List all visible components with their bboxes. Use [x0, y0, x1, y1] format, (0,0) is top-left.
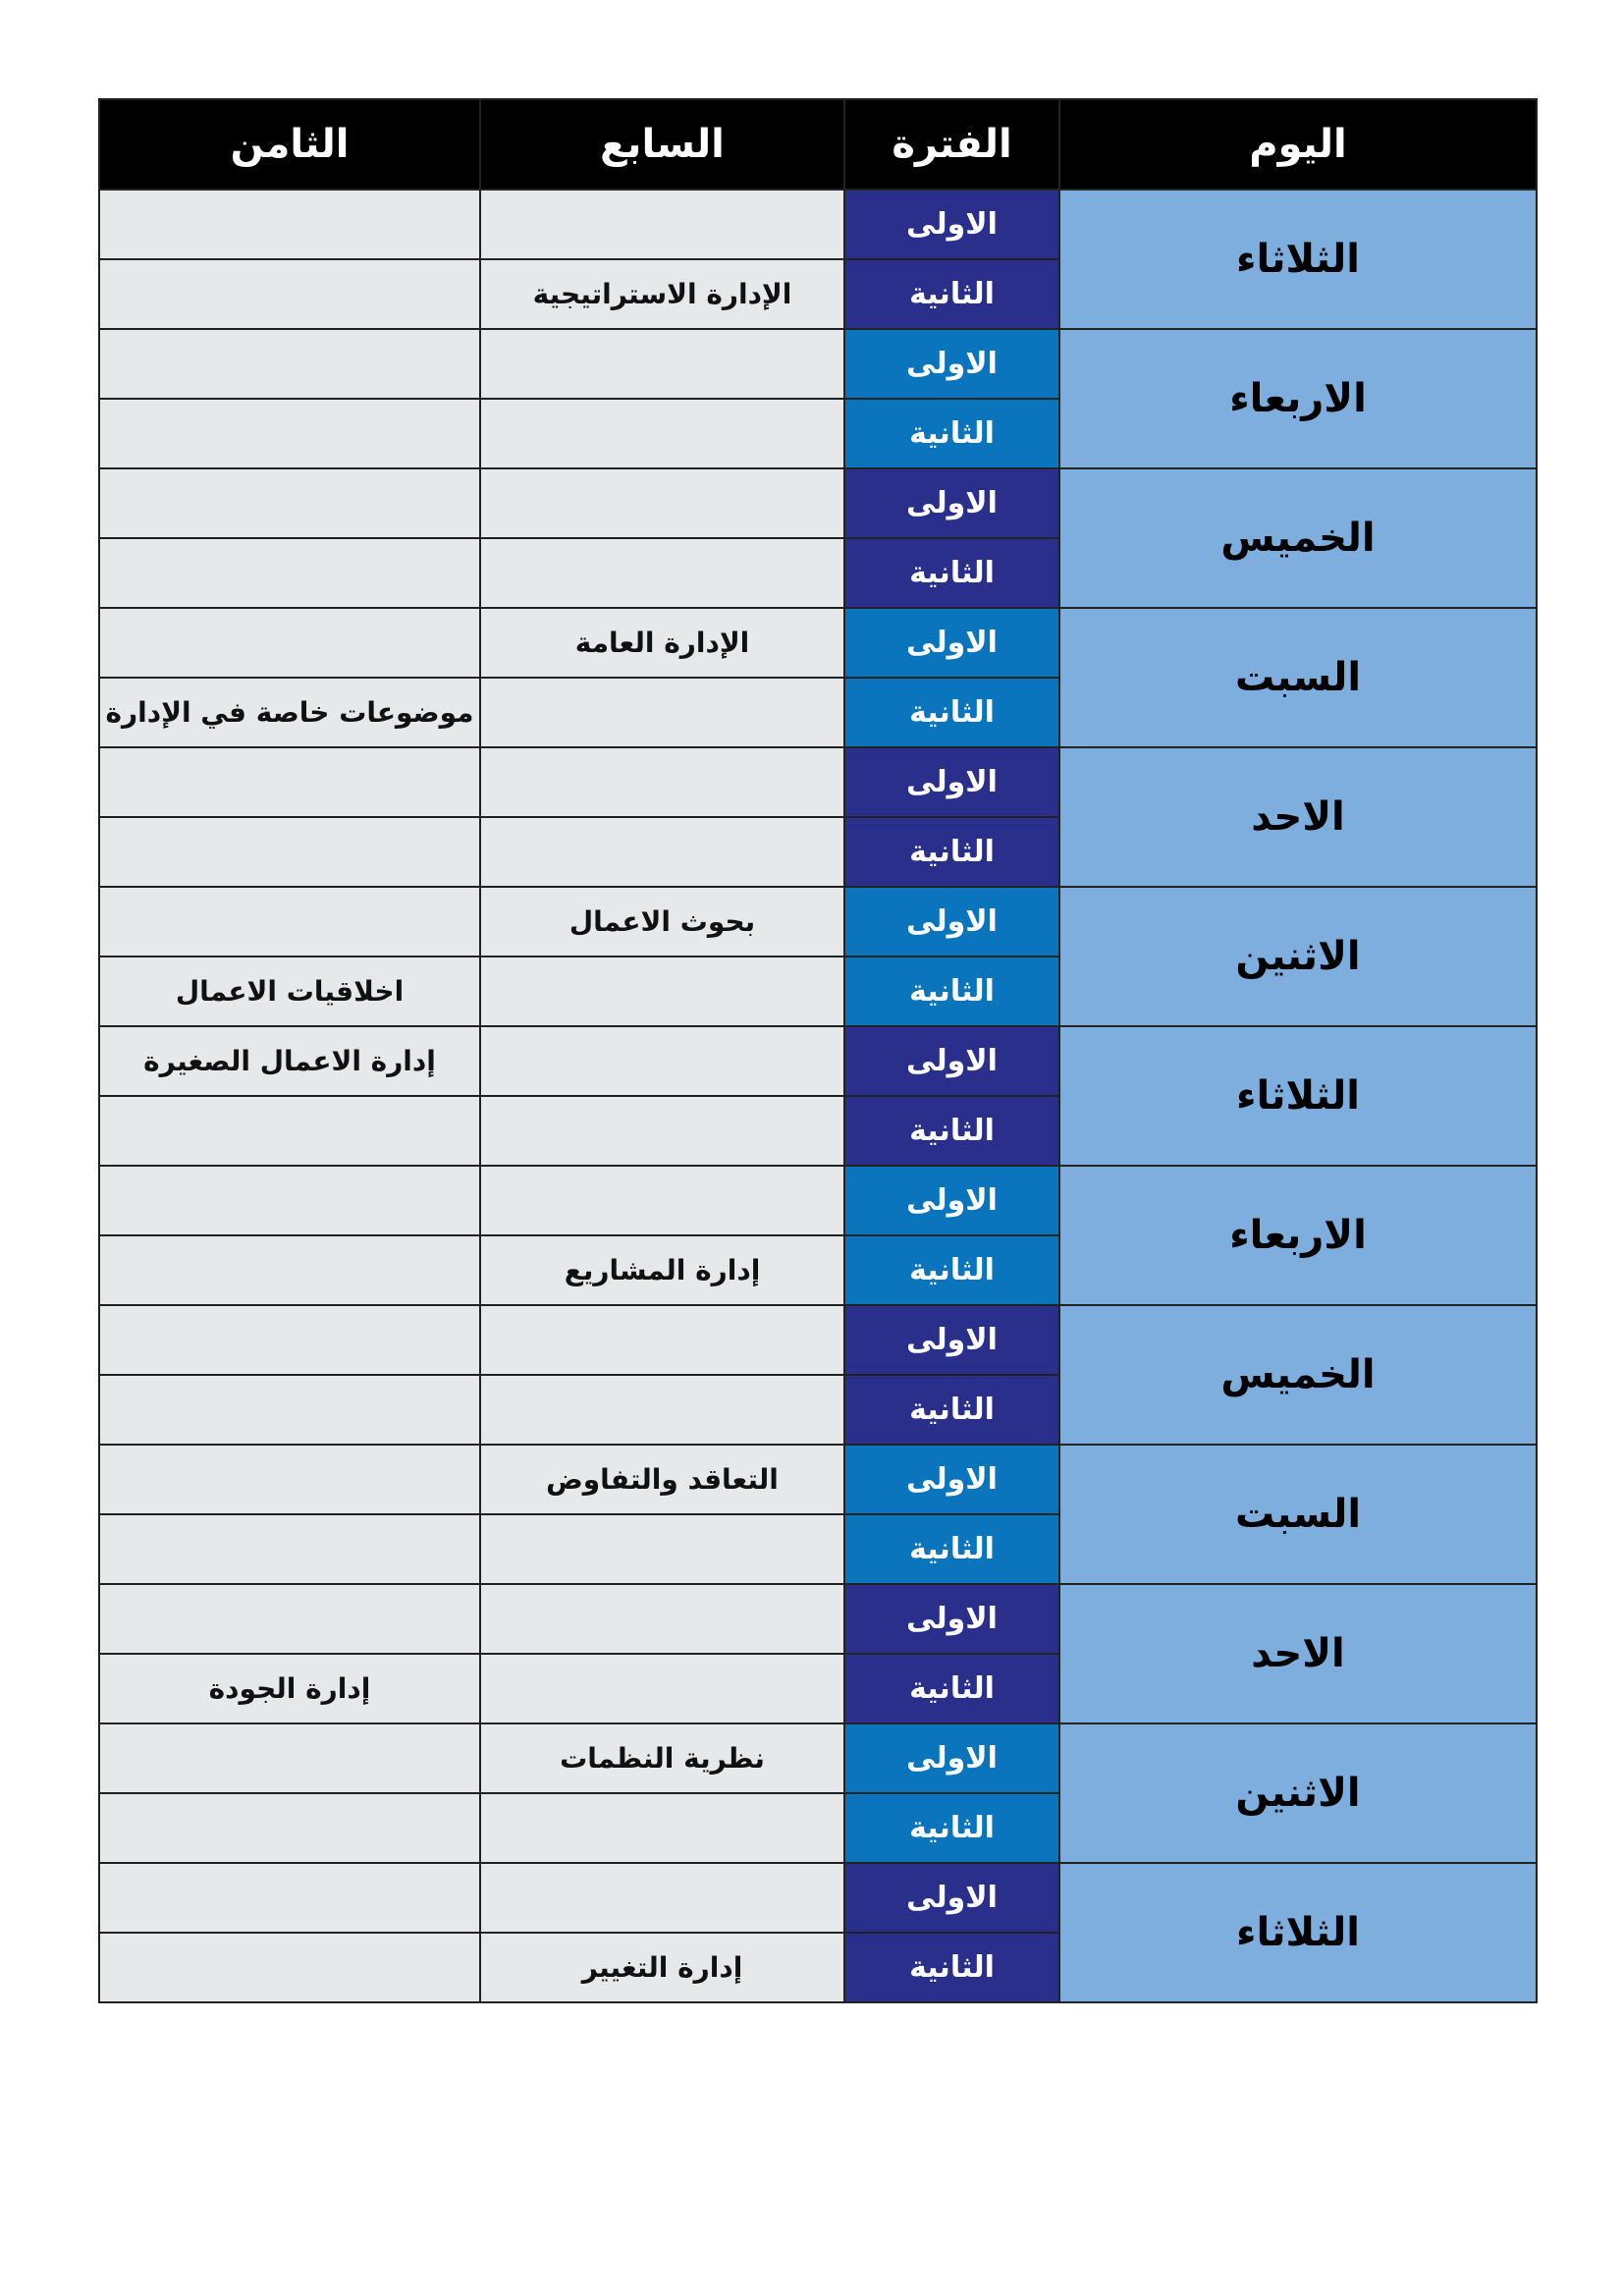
eighth-course-cell: [99, 1235, 480, 1305]
seventh-course-cell: [480, 957, 844, 1026]
schedule-table: [98, 98, 1538, 2003]
eighth-course-cell: [99, 1445, 480, 1514]
day-cell: الخميس: [1059, 1305, 1537, 1445]
eighth-course-cell: [99, 329, 480, 399]
period-cell: الاولى: [844, 329, 1059, 399]
schedule-row: [99, 747, 1537, 817]
eighth-course-cell: [99, 817, 480, 887]
period-cell: الثانية: [844, 399, 1059, 468]
period-cell: الاولى: [844, 747, 1059, 817]
day-cell: الاربعاء: [1059, 329, 1537, 468]
seventh-course-cell: [480, 678, 844, 747]
header-eighth: الثامن: [99, 99, 480, 190]
eighth-course-cell: [99, 399, 480, 468]
schedule-row: [99, 1445, 1537, 1514]
eighth-course-cell: [99, 1166, 480, 1235]
schedule-row: [99, 1723, 1537, 1793]
eighth-course-cell: [99, 468, 480, 538]
period-cell: الاولى: [844, 1305, 1059, 1375]
seventh-course-cell: [480, 1096, 844, 1166]
eighth-course-cell: [99, 190, 480, 259]
seventh-course-cell: [480, 468, 844, 538]
period-cell: الثانية: [844, 1375, 1059, 1445]
seventh-course-cell: [480, 1584, 844, 1654]
seventh-course-cell: [480, 329, 844, 399]
eighth-course-cell: [99, 1584, 480, 1654]
seventh-course-cell: [480, 1793, 844, 1863]
period-cell: الاولى: [844, 1166, 1059, 1235]
day-cell: الثلاثاء: [1059, 190, 1537, 329]
seventh-course-cell: [480, 190, 844, 259]
schedule-row: [99, 329, 1537, 399]
eighth-course-cell: [99, 538, 480, 608]
day-cell: الاحد: [1059, 1584, 1537, 1723]
schedule-row: [99, 1026, 1537, 1096]
seventh-course-cell: إدارة المشاريع: [480, 1235, 844, 1305]
eighth-course-cell: [99, 259, 480, 329]
period-cell: الثانية: [844, 1514, 1059, 1584]
period-cell: الاولى: [844, 1863, 1059, 1933]
period-cell: الاولى: [844, 887, 1059, 957]
period-cell: الثانية: [844, 1235, 1059, 1305]
eighth-course-cell: [99, 1305, 480, 1375]
period-cell: الاولى: [844, 1026, 1059, 1096]
seventh-course-cell: [480, 538, 844, 608]
header-period: الفترة: [844, 99, 1059, 190]
day-cell: الاربعاء: [1059, 1166, 1537, 1305]
seventh-course-cell: بحوث الاعمال: [480, 887, 844, 957]
day-cell: السبت: [1059, 608, 1537, 747]
period-cell: الثانية: [844, 538, 1059, 608]
seventh-course-cell: [480, 1026, 844, 1096]
eighth-course-cell: [99, 887, 480, 957]
eighth-course-cell: [99, 1514, 480, 1584]
period-cell: الثانية: [844, 1793, 1059, 1863]
eighth-course-cell: [99, 608, 480, 678]
schedule-row: [99, 1863, 1537, 1933]
schedule-row: [99, 1584, 1537, 1654]
seventh-course-cell: [480, 1305, 844, 1375]
eighth-course-cell: [99, 1793, 480, 1863]
seventh-course-cell: التعاقد والتفاوض: [480, 1445, 844, 1514]
seventh-course-cell: [480, 1863, 844, 1933]
seventh-course-cell: الإدارة الاستراتيجية: [480, 259, 844, 329]
period-cell: الاولى: [844, 1445, 1059, 1514]
schedule-row: [99, 1305, 1537, 1375]
eighth-course-cell: [99, 747, 480, 817]
eighth-course-cell: إدارة الجودة: [99, 1654, 480, 1723]
header-row: [99, 99, 1537, 190]
schedule-body: [99, 190, 1537, 2002]
period-cell: الاولى: [844, 1723, 1059, 1793]
period-cell: الاولى: [844, 608, 1059, 678]
header-day: اليوم: [1059, 99, 1537, 190]
eighth-course-cell: [99, 1375, 480, 1445]
day-cell: الخميس: [1059, 468, 1537, 608]
eighth-course-cell: [99, 1096, 480, 1166]
seventh-course-cell: نظرية النظمات: [480, 1723, 844, 1793]
seventh-course-cell: [480, 747, 844, 817]
period-cell: الثانية: [844, 817, 1059, 887]
period-cell: الثانية: [844, 1096, 1059, 1166]
period-cell: الاولى: [844, 468, 1059, 538]
day-cell: الثلاثاء: [1059, 1863, 1537, 2002]
header-seventh: السابع: [480, 99, 844, 190]
seventh-course-cell: [480, 1514, 844, 1584]
seventh-course-cell: [480, 817, 844, 887]
day-cell: الاحد: [1059, 747, 1537, 887]
eighth-course-cell: اخلاقيات الاعمال: [99, 957, 480, 1026]
period-cell: الاولى: [844, 1584, 1059, 1654]
eighth-course-cell: موضوعات خاصة في الإدارة: [99, 678, 480, 747]
schedule-row: [99, 1166, 1537, 1235]
day-cell: الاثنين: [1059, 1723, 1537, 1863]
schedule-row: [99, 468, 1537, 538]
schedule-row: [99, 190, 1537, 259]
eighth-course-cell: [99, 1933, 480, 2002]
period-cell: الاولى: [844, 190, 1059, 259]
day-cell: السبت: [1059, 1445, 1537, 1584]
seventh-course-cell: [480, 1654, 844, 1723]
day-cell: الثلاثاء: [1059, 1026, 1537, 1166]
seventh-course-cell: الإدارة العامة: [480, 608, 844, 678]
period-cell: الثانية: [844, 259, 1059, 329]
seventh-course-cell: إدارة التغيير: [480, 1933, 844, 2002]
period-cell: الثانية: [844, 1933, 1059, 2002]
eighth-course-cell: [99, 1863, 480, 1933]
period-cell: الثانية: [844, 1654, 1059, 1723]
eighth-course-cell: [99, 1723, 480, 1793]
seventh-course-cell: [480, 399, 844, 468]
period-cell: الثانية: [844, 957, 1059, 1026]
eighth-course-cell: إدارة الاعمال الصغيرة: [99, 1026, 480, 1096]
schedule-row: [99, 608, 1537, 678]
day-cell: الاثنين: [1059, 887, 1537, 1026]
seventh-course-cell: [480, 1166, 844, 1235]
seventh-course-cell: [480, 1375, 844, 1445]
period-cell: الثانية: [844, 678, 1059, 747]
schedule-row: [99, 887, 1537, 957]
